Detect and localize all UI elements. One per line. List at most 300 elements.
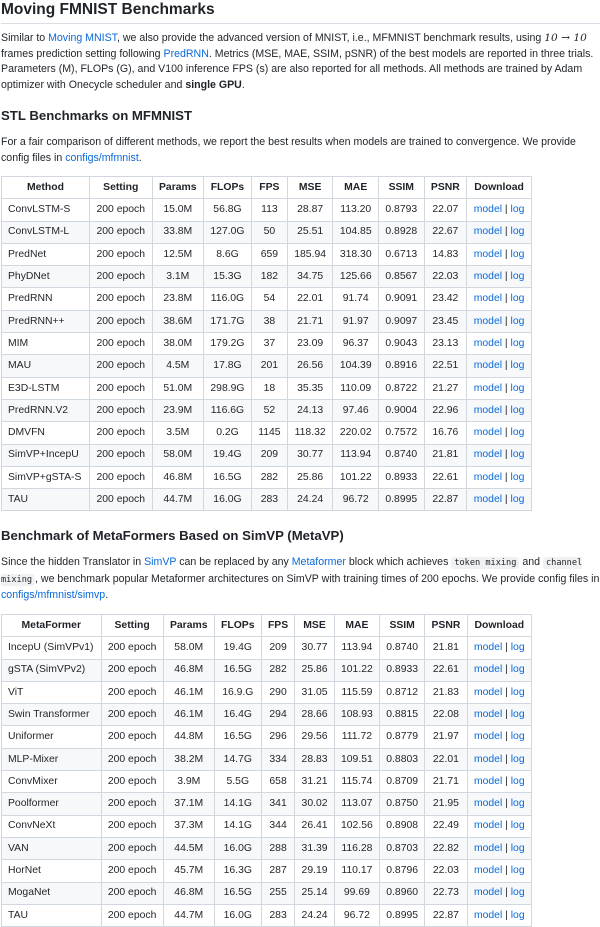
cell-setting: 200 epoch [101,815,163,837]
cell-mse: 25.86 [295,659,334,681]
cell-mae: 110.09 [333,377,379,399]
model-download-link[interactable]: model [473,471,503,483]
cell-mae: 96.72 [333,489,379,511]
cell-setting: 200 epoch [101,681,163,703]
cell-mse: 29.56 [295,726,334,748]
cell-mae: 113.94 [334,637,379,659]
cell-flops: 16.5G [214,726,261,748]
model-download-link[interactable]: model [473,204,503,216]
cell-setting: 200 epoch [89,221,152,243]
cell-fps: 282 [261,659,295,681]
log-download-link[interactable]: log [510,708,525,720]
link-separator: | [502,471,511,483]
model-download-link[interactable]: model [473,887,503,899]
cell-fps: 52 [251,399,287,421]
cell-psnr: 23.13 [424,333,467,355]
log-download-link[interactable]: log [510,204,525,216]
log-download-link[interactable]: log [510,865,525,877]
cell-mae: 96.72 [334,904,379,926]
cell-ssim: 0.8567 [378,266,424,288]
cell-params: 33.8M [152,221,203,243]
cell-method: DMVFN [2,422,90,444]
cell-download [467,860,531,882]
log-download-link[interactable]: log [510,382,525,394]
table-row [2,199,532,221]
cell-params: 37.1M [163,793,214,815]
cell-fps: 255 [261,882,295,904]
cell-ssim: 0.8960 [380,882,425,904]
cell-ssim: 0.8740 [378,444,424,466]
column-header-psnr: PSNR [424,177,467,199]
link-separator: | [502,226,511,238]
cell-mae: 102.56 [334,815,379,837]
cell-mae: 110.17 [334,860,379,882]
table-row [2,444,532,466]
cell-method: MAU [2,355,90,377]
cell-fps: 182 [251,266,287,288]
cell-flops: 16.5G [204,466,252,488]
cell-fps: 334 [261,748,295,770]
cell-flops: 16.0G [214,904,261,926]
cell-setting: 200 epoch [89,288,152,310]
link-separator: | [502,271,511,283]
cell-ssim: 0.9097 [378,310,424,332]
cell-params: 45.7M [163,860,214,882]
link-separator: | [502,427,511,439]
cell-params: 38.2M [163,748,214,770]
cell-download [467,288,532,310]
cell-psnr: 22.87 [425,904,467,926]
column-header-mae: MAE [333,177,379,199]
column-header-method: Method [2,177,90,199]
cell-mse: 31.21 [295,771,334,793]
cell-ssim: 0.8709 [380,771,425,793]
cell-psnr: 21.27 [424,377,467,399]
cell-setting: 200 epoch [101,726,163,748]
column-header-params: Params [163,614,214,636]
cell-download [467,422,532,444]
table-row [2,837,532,859]
cell-setting: 200 epoch [89,466,152,488]
cell-params: 46.1M [163,704,214,726]
table-row [2,266,532,288]
column-header-ssim: SSIM [378,177,424,199]
cell-fps: 283 [251,489,287,511]
model-download-link[interactable]: model [473,865,503,877]
table-row [2,904,532,926]
model-download-link[interactable]: model [473,909,503,921]
table-row [2,288,532,310]
table-row [2,399,532,421]
cell-metaformer: Poolformer [2,793,102,815]
cell-flops: 56.8G [204,199,252,221]
cell-flops: 127.0G [204,221,252,243]
model-download-link[interactable]: model [473,404,503,416]
cell-mse: 25.14 [295,882,334,904]
column-header-flops: FLOPs [214,614,261,636]
cell-download [467,681,531,703]
model-download-link[interactable]: model [473,842,503,854]
column-header-mae: MAE [334,614,379,636]
cell-mse: 29.19 [295,860,334,882]
cell-download [467,748,531,770]
metaformer-benchmark-table [1,614,532,927]
link-separator: | [502,315,511,327]
stl-benchmark-table [1,176,532,511]
cell-mse: 30.02 [295,793,334,815]
cell-mae: 91.74 [333,288,379,310]
log-download-link[interactable]: log [510,686,525,698]
cell-method: PredRNN.V2 [2,399,90,421]
cell-flops: 15.3G [204,266,252,288]
cell-flops: 19.4G [204,444,252,466]
log-download-link[interactable]: log [510,404,525,416]
table-header-row [2,614,532,636]
cell-flops: 14.1G [214,793,261,815]
model-download-link[interactable]: model [473,271,503,283]
log-download-link[interactable]: log [510,842,525,854]
moving-mnist-link[interactable]: Moving MNIST [48,32,117,44]
cell-psnr: 22.03 [425,860,467,882]
cell-mse: 28.87 [287,199,333,221]
log-download-link[interactable]: log [510,293,525,305]
cell-fps: 209 [261,637,295,659]
metaformers-paragraph: Since the hidden Translator in SimVP can be replaced by any Metaformer block which achieves token mixing and channel mixing , we benchmark popular Metaformer architectures on SimVP with training times of 200 epochs. We provide config files in configs/mfmnist/simvp. [1,556,600,602]
column-header-mse: MSE [295,614,334,636]
model-download-link[interactable]: model [473,427,503,439]
cell-params: 58.0M [163,637,214,659]
table-row [2,355,532,377]
metaformer-link[interactable]: Metaformer [291,556,346,569]
cell-fps: 288 [261,837,295,859]
cell-method: SimVP+gSTA-S [2,466,90,488]
link-separator: | [502,686,511,698]
column-header-ssim: SSIM [380,614,425,636]
cell-fps: 282 [251,466,287,488]
cell-fps: 658 [261,771,295,793]
model-download-link[interactable]: model [473,708,503,720]
cell-psnr: 21.83 [425,681,467,703]
cell-psnr: 21.95 [425,793,467,815]
cell-ssim: 0.8916 [378,355,424,377]
cell-download [467,243,532,265]
cell-method: E3D-LSTM [2,377,90,399]
column-header-metaformer: MetaFormer [2,614,102,636]
table-row [2,793,532,815]
cell-params: 51.0M [152,377,203,399]
cell-download [467,659,531,681]
cell-metaformer: ViT [2,681,102,703]
cell-mse: 23.09 [287,333,333,355]
cell-mae: 91.97 [333,310,379,332]
model-download-link[interactable]: model [473,360,503,372]
cell-method: PredNet [2,243,90,265]
log-download-link[interactable]: log [510,449,525,461]
cell-mae: 101.22 [333,466,379,488]
model-download-link[interactable]: model [473,226,503,238]
cell-flops: 116.6G [204,399,252,421]
cell-setting: 200 epoch [89,489,152,511]
cell-mae: 101.22 [334,659,379,681]
model-download-link[interactable]: model [473,664,503,676]
log-download-link[interactable]: log [510,753,525,765]
cell-fps: 18 [251,377,287,399]
cell-params: 15.0M [152,199,203,221]
token-mixing-code: token mixing [451,557,519,569]
cell-download [467,199,532,221]
table-row [2,310,532,332]
cell-download [467,377,532,399]
column-header-mse: MSE [287,177,333,199]
model-download-link[interactable]: model [473,642,503,654]
cell-method: TAU [2,489,90,511]
log-download-link[interactable]: log [510,337,525,349]
model-download-link[interactable]: model [473,293,503,305]
link-separator: | [502,775,511,787]
cell-params: 44.5M [163,837,214,859]
cell-setting: 200 epoch [89,355,152,377]
cell-flops: 16.9.G [214,681,261,703]
cell-psnr: 22.49 [425,815,467,837]
cell-metaformer: VAN [2,837,102,859]
metaformers-heading: Benchmark of MetaFormers Based on SimVP (MetaVP) [1,528,344,544]
log-download-link[interactable]: log [510,731,525,743]
table-row [2,243,532,265]
model-download-link[interactable]: model [473,315,503,327]
cell-download [467,221,532,243]
cell-params: 23.8M [152,288,203,310]
cell-ssim: 0.8779 [380,726,425,748]
cell-fps: 113 [251,199,287,221]
link-separator: | [502,382,511,394]
table-row [2,860,532,882]
cell-fps: 659 [251,243,287,265]
log-download-link[interactable]: log [510,360,525,372]
cell-fps: 294 [261,704,295,726]
log-download-link[interactable]: log [510,820,525,832]
table-row [2,882,532,904]
log-download-link[interactable]: log [510,664,525,676]
cell-setting: 200 epoch [101,793,163,815]
cell-mse: 26.56 [287,355,333,377]
cell-setting: 200 epoch [101,748,163,770]
cell-ssim: 0.7572 [378,422,424,444]
cell-download [467,637,531,659]
cell-download [467,882,531,904]
log-download-link[interactable]: log [510,775,525,787]
cell-psnr: 22.61 [424,466,467,488]
cell-psnr: 22.61 [425,659,467,681]
cell-mse: 34.75 [287,266,333,288]
model-download-link[interactable]: model [473,798,503,810]
cell-method: PhyDNet [2,266,90,288]
cell-mse: 24.24 [295,904,334,926]
link-separator: | [502,798,511,810]
log-download-link[interactable]: log [510,248,525,260]
cell-mae: 104.85 [333,221,379,243]
simvp-link[interactable]: SimVP [144,556,177,569]
cell-metaformer: MogaNet [2,882,102,904]
cell-download [467,399,532,421]
cell-psnr: 22.07 [424,199,467,221]
model-download-link[interactable]: model [473,686,503,698]
model-download-link[interactable]: model [473,775,503,787]
cell-method: PredRNN++ [2,310,90,332]
cell-setting: 200 epoch [101,860,163,882]
cell-fps: 50 [251,221,287,243]
model-download-link[interactable]: model [473,449,503,461]
model-download-link[interactable]: model [473,382,503,394]
configs-mfmnist-link[interactable]: configs/mfmnist [65,151,139,164]
cell-setting: 200 epoch [101,904,163,926]
model-download-link[interactable]: model [473,731,503,743]
cell-setting: 200 epoch [101,771,163,793]
cell-params: 38.6M [152,310,203,332]
cell-setting: 200 epoch [89,243,152,265]
cell-mae: 96.37 [333,333,379,355]
cell-mse: 35.35 [287,377,333,399]
model-download-link[interactable]: model [473,820,503,832]
cell-params: 37.3M [163,815,214,837]
model-download-link[interactable]: model [473,753,503,765]
cell-mae: 108.93 [334,704,379,726]
cell-mae: 113.07 [334,793,379,815]
cell-ssim: 0.9004 [378,399,424,421]
log-download-link[interactable]: log [510,471,525,483]
cell-psnr: 22.73 [425,882,467,904]
log-download-link[interactable]: log [510,315,525,327]
model-download-link[interactable]: model [473,494,503,505]
cell-mae: 111.72 [334,726,379,748]
cell-ssim: 0.8740 [380,637,425,659]
cell-setting: 200 epoch [101,637,163,659]
cell-metaformer: Uniformer [2,726,102,748]
model-download-link[interactable]: model [473,248,503,260]
log-download-link[interactable]: log [510,494,525,505]
cell-download [467,466,532,488]
cell-ssim: 0.8703 [380,837,425,859]
table-row [2,377,532,399]
cell-mse: 22.01 [287,288,333,310]
column-header-flops: FLOPs [204,177,252,199]
configs-mfmnist-simvp-link[interactable]: configs/mfmnist/simvp [1,589,106,602]
cell-flops: 298.9G [204,377,252,399]
cell-psnr: 16.76 [424,422,467,444]
log-download-link[interactable]: log [510,887,525,899]
cell-params: 4.5M [152,355,203,377]
table-row [2,771,532,793]
cell-ssim: 0.8995 [378,489,424,511]
predrnn-link[interactable]: PredRNN [163,47,209,60]
cell-ssim: 0.8933 [380,659,425,681]
intro-paragraph: Similar to Moving MNIST, we also provide the advanced version of MNIST, i.e., MFMNIST benchmark results, using 10 → 10 frames prediction setting following PredRNN. Metrics (MSE, MAE, SSIM, pSNR) of the best models are reported in three trials. Parameters (M), FLOPs (G), and V100 inference FPS (s) are also reported for all methods. All methods are trained by Adam optimizer with Onecycle scheduler and single GPU. [1,32,594,91]
cell-flops: 16.3G [214,860,261,882]
cell-ssim: 0.8803 [380,748,425,770]
log-download-link[interactable]: log [510,427,525,439]
cell-psnr: 23.42 [424,288,467,310]
cell-flops: 5.5G [214,771,261,793]
cell-ssim: 0.8750 [380,793,425,815]
cell-mae: 116.28 [334,837,379,859]
link-separator: | [502,909,511,921]
link-separator: | [502,865,511,877]
cell-download [467,837,531,859]
cell-setting: 200 epoch [89,399,152,421]
cell-flops: 171.7G [204,310,252,332]
cell-download [467,266,532,288]
cell-psnr: 22.01 [425,748,467,770]
link-separator: | [502,404,511,416]
cell-mae: 113.20 [333,199,379,221]
link-separator: | [502,820,511,832]
cell-ssim: 0.9043 [378,333,424,355]
cell-method: ConvLSTM-S [2,199,90,221]
cell-mse: 30.77 [295,637,334,659]
cell-metaformer: TAU [2,904,102,926]
column-header-download: Download [467,177,532,199]
cell-psnr: 21.81 [425,637,467,659]
cell-flops: 16.4G [214,704,261,726]
cell-mae: 109.51 [334,748,379,770]
cell-mse: 185.94 [287,243,333,265]
log-download-link[interactable]: log [510,909,525,921]
cell-method: SimVP+IncepU [2,444,90,466]
cell-flops: 116.0G [204,288,252,310]
link-separator: | [502,337,511,349]
cell-flops: 16.0G [204,489,252,511]
cell-ssim: 0.8995 [380,904,425,926]
table-row [2,748,532,770]
model-download-link[interactable]: model [473,337,503,349]
log-download-link[interactable]: log [510,642,525,654]
column-header-psnr: PSNR [425,614,467,636]
table-row [2,333,532,355]
cell-flops: 14.1G [214,815,261,837]
cell-download [467,793,531,815]
cell-psnr: 22.03 [424,266,467,288]
cell-flops: 17.8G [204,355,252,377]
cell-flops: 16.5G [214,882,261,904]
cell-mse: 24.24 [287,489,333,511]
cell-method: MIM [2,333,90,355]
cell-ssim: 0.9091 [378,288,424,310]
cell-setting: 200 epoch [101,659,163,681]
log-download-link[interactable]: log [510,798,525,810]
log-download-link[interactable]: log [510,226,525,238]
cell-setting: 200 epoch [89,199,152,221]
table-row [2,221,532,243]
cell-params: 46.1M [163,681,214,703]
cell-fps: 283 [261,904,295,926]
column-header-setting: Setting [101,614,163,636]
cell-psnr: 22.96 [424,399,467,421]
cell-psnr: 22.87 [424,489,467,511]
link-separator: | [502,494,511,505]
cell-ssim: 0.8796 [380,860,425,882]
cell-psnr: 21.97 [425,726,467,748]
cell-setting: 200 epoch [89,310,152,332]
link-separator: | [502,642,511,654]
cell-mse: 118.32 [287,422,333,444]
cell-metaformer: Swin Transformer [2,704,102,726]
cell-flops: 19.4G [214,637,261,659]
log-download-link[interactable]: log [510,271,525,283]
cell-mse: 28.66 [295,704,334,726]
cell-ssim: 0.8722 [378,377,424,399]
cell-ssim: 0.8933 [378,466,424,488]
table-row [2,422,532,444]
cell-fps: 290 [261,681,295,703]
